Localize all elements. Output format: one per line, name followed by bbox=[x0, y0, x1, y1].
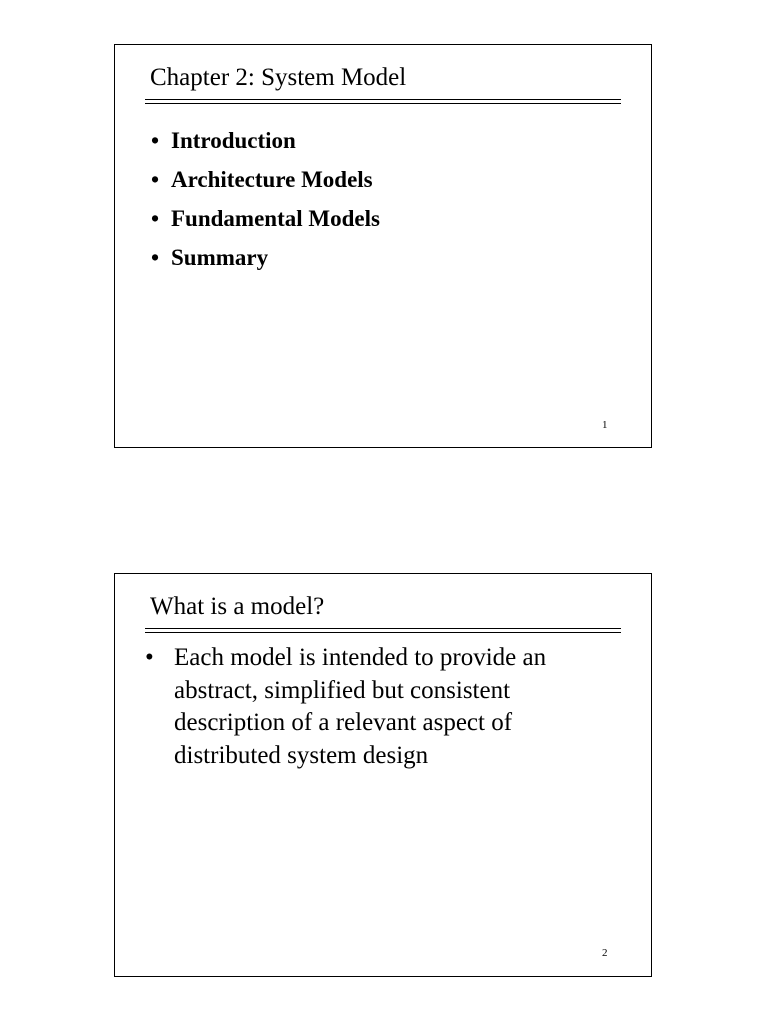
bullet-list bbox=[145, 642, 585, 772]
title-divider bbox=[145, 628, 621, 629]
bullet-icon: • bbox=[145, 644, 154, 671]
slide-1 bbox=[114, 44, 652, 448]
bullet-text: Introduction bbox=[171, 128, 296, 153]
bullet-text: Architecture Models bbox=[171, 167, 373, 192]
bullet-item bbox=[145, 642, 585, 772]
title-divider bbox=[145, 99, 621, 100]
title-divider bbox=[145, 103, 621, 104]
bullet-text: Each model is intended to provide an abstract, simplified but consistent description of a relevant aspect of distributed system design bbox=[174, 644, 547, 769]
bullet-list bbox=[151, 121, 380, 277]
bullet-text: Fundamental Models bbox=[171, 206, 380, 231]
title-divider bbox=[145, 632, 621, 633]
slide-2 bbox=[114, 573, 652, 977]
bullet-item bbox=[151, 199, 380, 238]
bullet-icon: • bbox=[151, 206, 160, 231]
bullet-item bbox=[151, 121, 380, 160]
bullet-item bbox=[151, 160, 380, 199]
page-number: 2 bbox=[602, 947, 608, 959]
bullet-icon: • bbox=[151, 245, 160, 270]
page-number: 1 bbox=[602, 419, 608, 431]
bullet-text: Summary bbox=[171, 245, 269, 270]
bullet-item bbox=[151, 238, 380, 277]
bullet-icon: • bbox=[151, 167, 160, 192]
slide-title: What is a model? bbox=[150, 593, 325, 620]
bullet-icon: • bbox=[151, 128, 160, 153]
slide-title: Chapter 2: System Model bbox=[150, 64, 407, 91]
